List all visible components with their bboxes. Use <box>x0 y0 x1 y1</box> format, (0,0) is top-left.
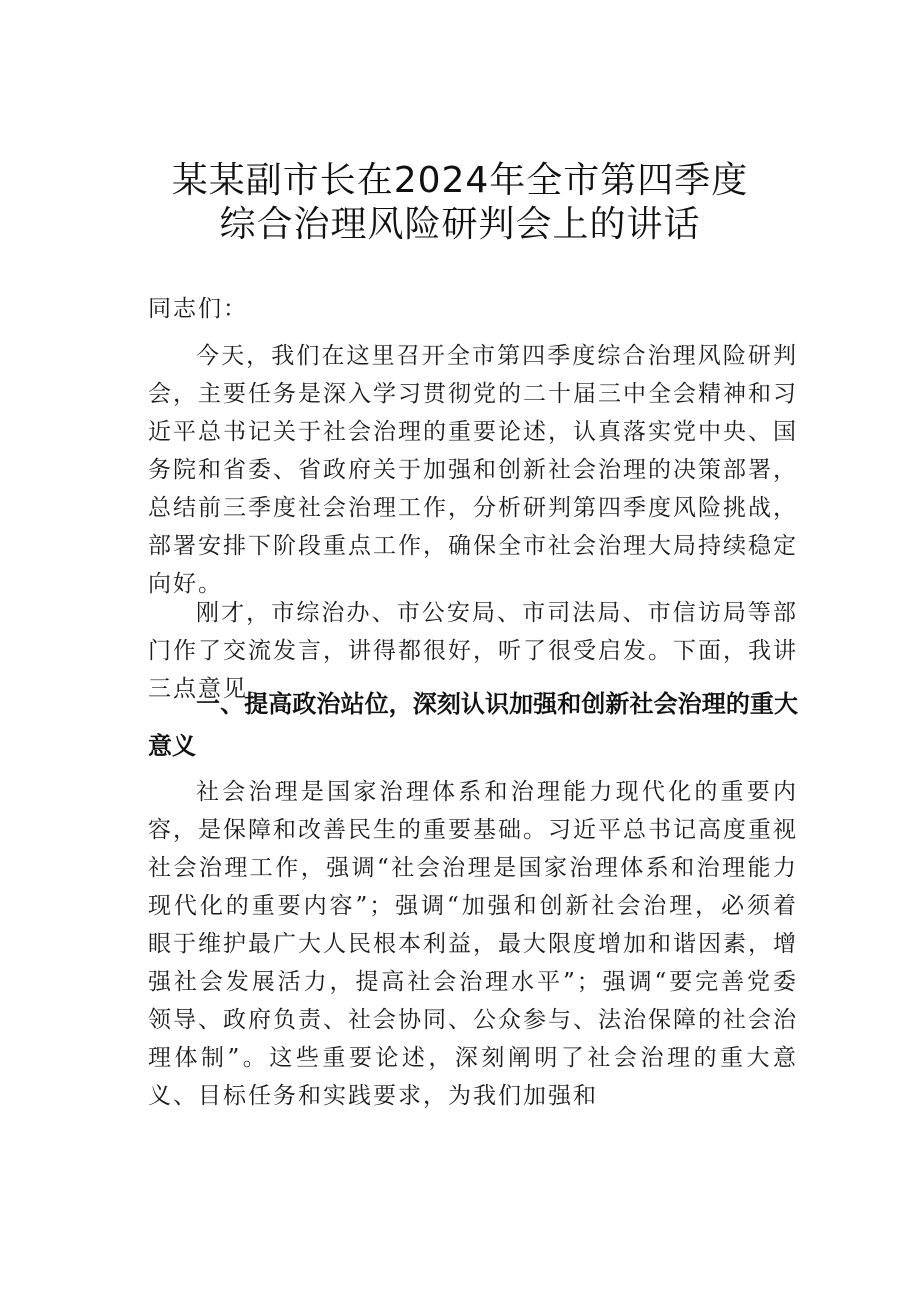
section-1-paragraph: 社会治理是国家治理体系和治理能力现代化的重要内容，是保障和改善民生的重要基础。习近平总书记高度重视社会治理工作，强调“社会治理是国家治理体系和治理能力现代化的重要内容”；强调“加强和创新社会治理，必须着眼于维护最广大人民根本利益，最大限度增加和谐因素，增强社会发展活力，提高社会治理水平”；强调“要完善党委领导、政府负责、社会协同、公众参与、法治保障的社会治理体制”。这些重要论述，深刻阐明了社会治理的重大意义、目标任务和实践要求，为我们加强和 <box>148 779 798 1109</box>
paragraph-intro: 今天，我们在这里召开全市第四季度综合治理风险研判会，主要任务是深入学习贯彻党的二十届三中全会精神和习近平总书记关于社会治理的重要论述，认真落实党中央、国务院和省委、省政府关于加强和创新社会治理的决策部署，总结前三季度社会治理工作，分析研判第四季度风险挑战，部署安排下阶段重点工作，确保全市社会治理大局持续稳定向好。 <box>148 343 798 597</box>
section-heading-1: 一、提高政治站位，深刻认识加强和创新社会治理的重大意义 <box>148 690 798 760</box>
paragraph-transition: 刚才，市综治办、市公安局、市司法局、市信访局等部门作了交流发言，讲得都很好，听了很受启发。下面，我讲三点意见。 <box>148 600 798 702</box>
document-title-line-2: 综合治理风险研判会上的讲话 <box>219 204 701 245</box>
salutation: 同志们： <box>148 296 248 322</box>
document-title-line-1: 某某副市长在2024年全市第四季度 <box>171 160 749 201</box>
